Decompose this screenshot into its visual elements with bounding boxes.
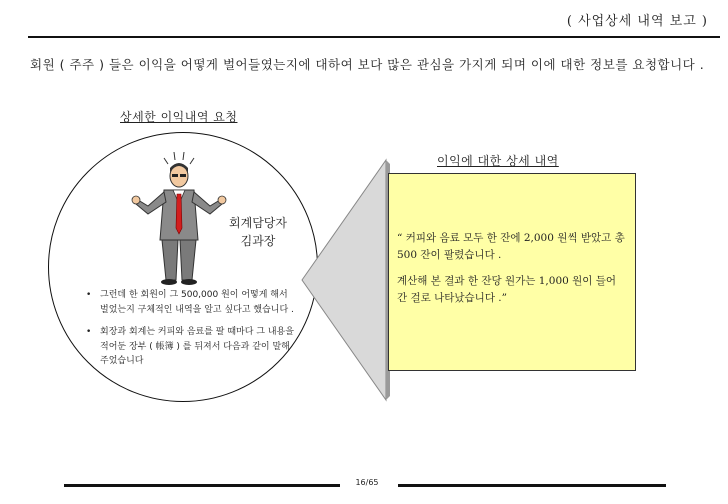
bullet-icon: • (86, 290, 92, 300)
bullet-list (86, 288, 294, 377)
person-role: 회계담당자 (229, 216, 287, 230)
businessman-icon (128, 148, 228, 288)
page-header-title: ( 사업상세 내역 보고 ) (566, 14, 708, 29)
bullet-icon: • (86, 327, 92, 337)
bullet-text: 그런데 한 회원이 그 500,000 원이 어떻게 해서 벌었는지 구체적인 내역을 알고 싶다고 했습니다 . (100, 290, 294, 315)
person-name: 김과장 (240, 234, 276, 248)
quote-line-2: 계산해 본 결과 한 잔당 원가는 1,000 원이 들어간 걸로 나타났습니다 .” (397, 275, 617, 304)
bullet-text: 회장과 회계는 커피와 음료를 팔 때마다 그 내용을 적어둔 장부 ( 帳簿 ) 를 뒤져서 다음과 같이 말해 주었습니다 (100, 327, 294, 366)
person-label (222, 214, 294, 250)
footer-line-right (398, 484, 666, 487)
footer-line-left (64, 484, 340, 487)
list-item (86, 288, 294, 317)
page-number: 16/65 (355, 478, 379, 487)
list-item (86, 325, 294, 369)
quote-note-box (388, 173, 636, 371)
callout-wedge (300, 150, 400, 410)
right-section-heading: 이익에 대한 상세 내역 (437, 154, 559, 168)
quote-line-1: “ 커피와 음료 모두 한 잔에 2,000 원씩 받았고 총 500 잔이 팔렸습니다 . (397, 232, 625, 261)
intro-paragraph: 회원 ( 주주 ) 들은 이익을 어떻게 벌어들였는지에 대하여 보다 많은 관심을 가지게 되며 이에 대한 정보를 요청합니다 . (30, 57, 705, 72)
left-section-heading: 상세한 이익내역 요청 (120, 110, 238, 124)
header-divider (28, 36, 720, 38)
